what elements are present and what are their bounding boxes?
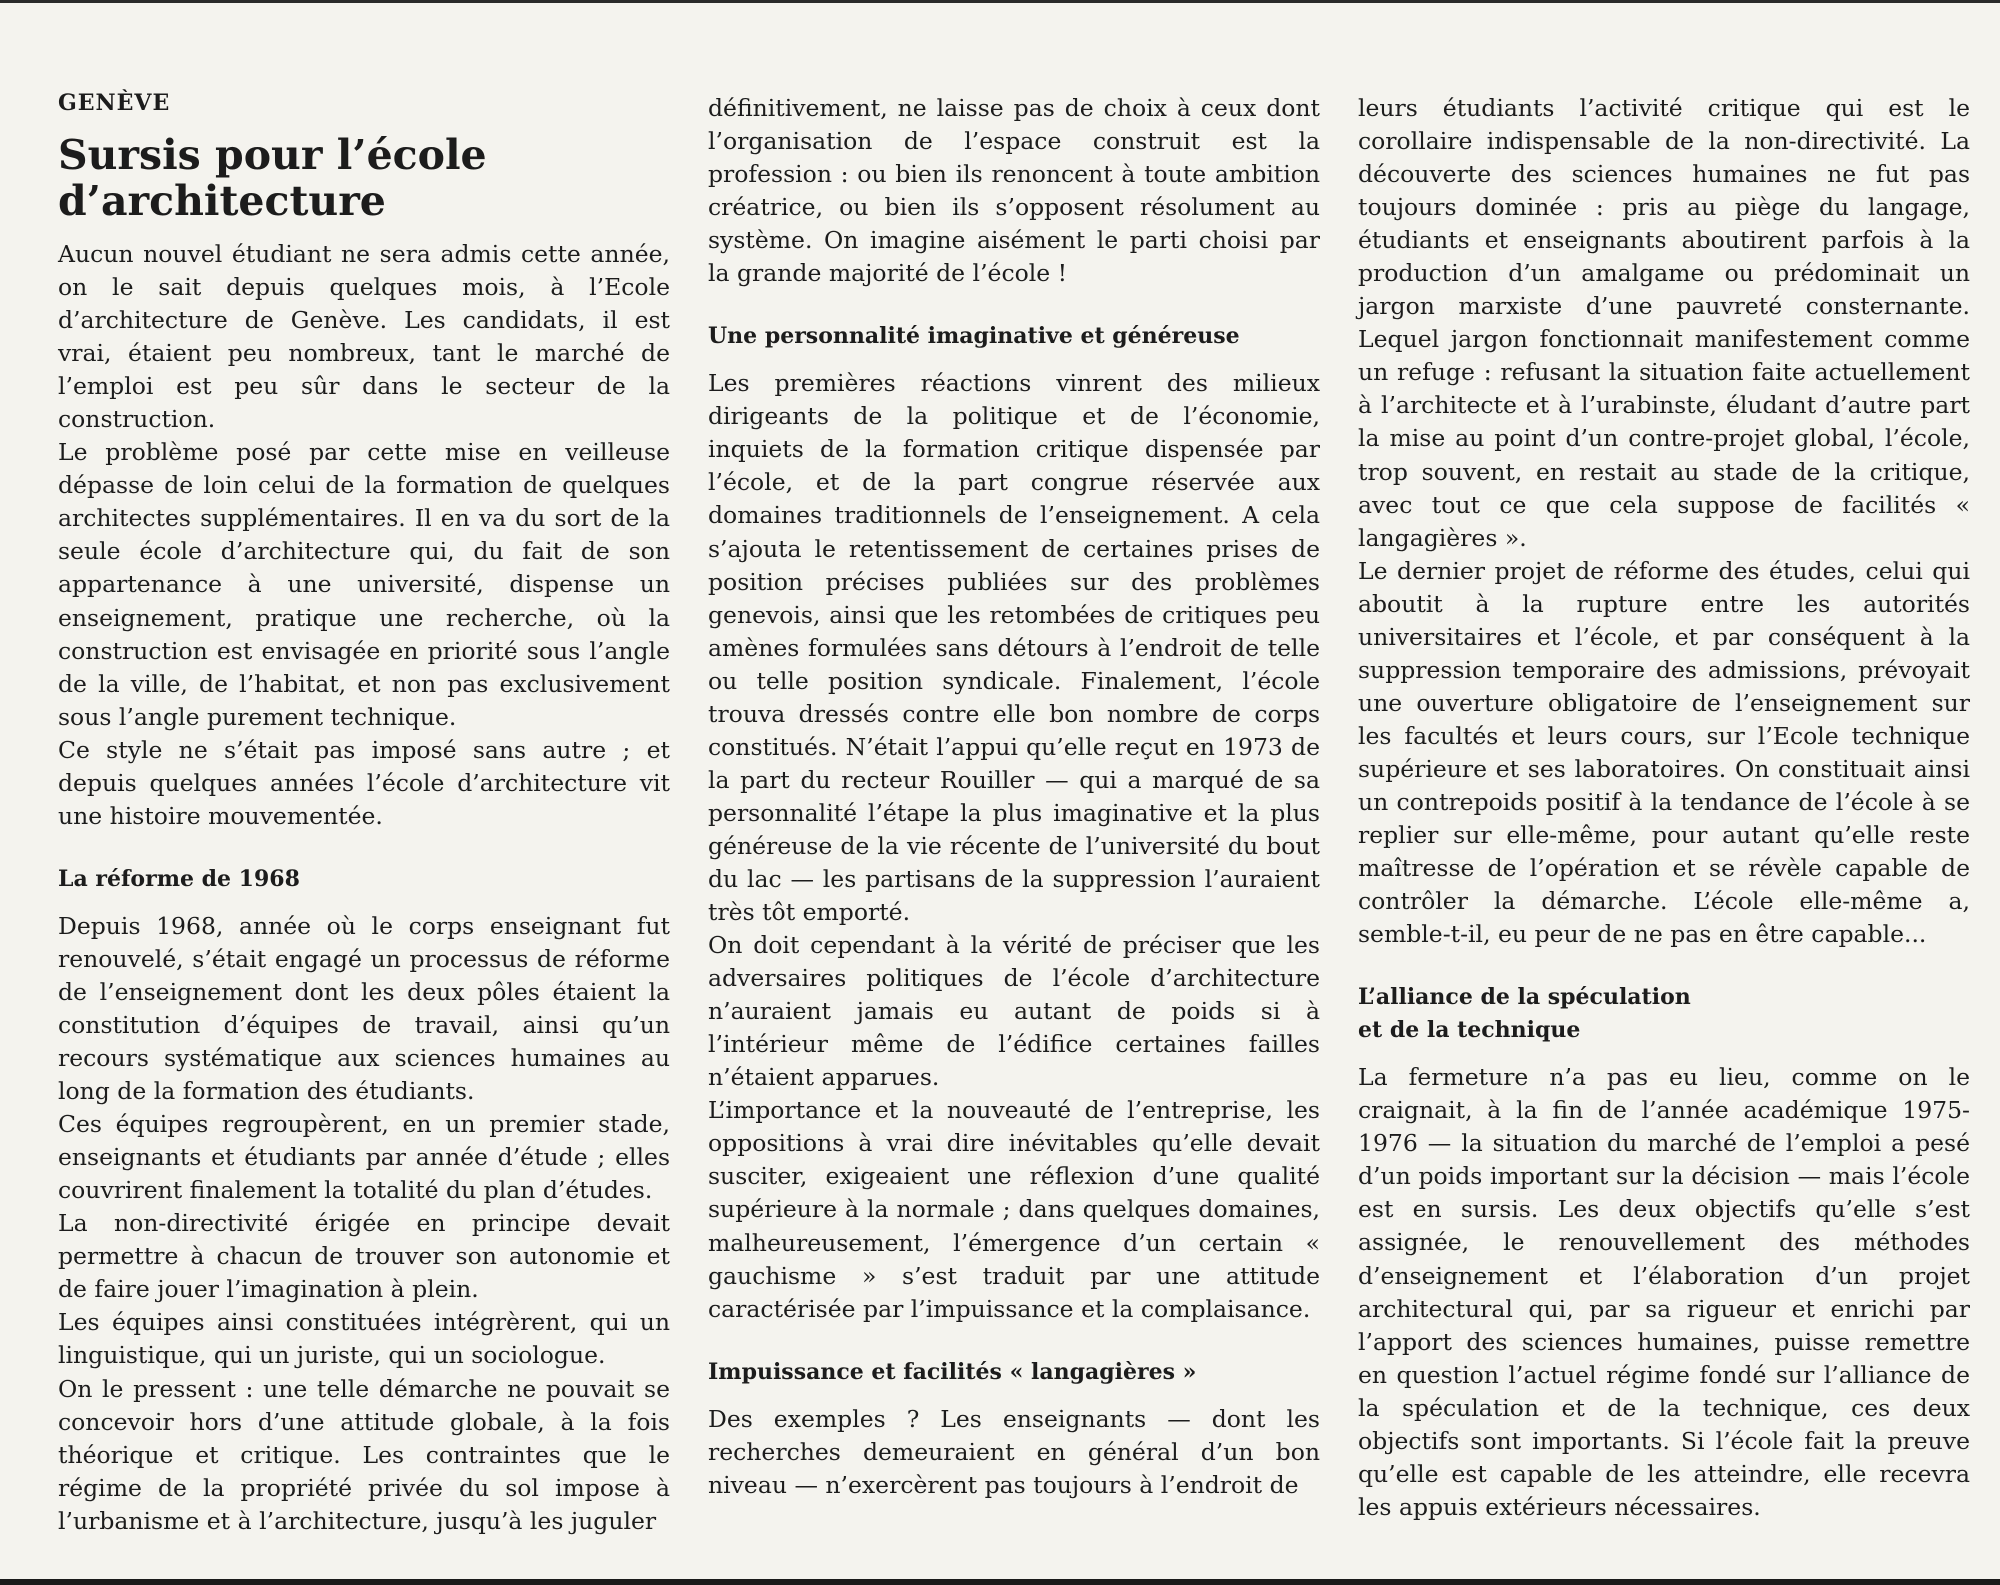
subheading-line-1: L’alliance de la spéculation <box>1358 984 1691 1011</box>
column-3 <box>1358 92 1970 1524</box>
column-2 <box>708 92 1320 1502</box>
paragraph: Ce style ne s’était pas imposé sans autre ; et depuis quelques années l’école d’architecture vit une histoire mouvementée. <box>58 735 670 830</box>
subheading: Impuissance et facilités « langagières » <box>708 1358 1197 1385</box>
paragraph: On le pressent : une telle démarche ne pouvait se concevoir hors d’une attitude globale, à la fois théorique et critique. Les contraintes que le régime de la propriété privée du sol impose à l’urbanisme et à l’architecture, jusqu’à les juguler <box>58 1374 670 1535</box>
paragraph: Depuis 1968, année où le corps enseignant fut renouvelé, s’était engagé un processus de réforme de l’enseignement dont les deux pôles étaient la constitution d’équipes de travail, ainsi qu’un recours systématique aux sciences humaines au long de la formation des étudiants. <box>58 911 670 1106</box>
paragraph: leurs étudiants l’activité critique qui est le corollaire indispensable de la non-directivité. La découverte des sciences humaines ne fut pas toujours dominée : pris au piège du langage, étudiants et enseignants aboutirent parfois à la production d’un amalgame ou prédominait un jargon marxiste d’une pauvreté consternante. Lequel jargon fonctionnait manifestement comme un refuge : refusant la situation faite actuellement à l’architecte et à l’urabinste, éludant d’autre part la mise au point d’un contre-projet global, l’école, trop souvent, en restait au stade de la critique, avec tout ce que cela suppose de facilités « langagières ». <box>1358 94 1970 552</box>
paragraph: Le dernier projet de réforme des études, celui qui aboutit à la rupture entre les autorités universitaires et l’école, et par conséquent à la suppression temporaire des admissions, prévoyait une ouverture obligatoire de l’enseignement sur les facultés et leurs cours, sur l’Ecole technique supérieure et ses laboratoires. On constituait ainsi un contrepoids positif à la tendance de l’école à se replier sur elle-même, pour autant qu’elle reste maîtresse de l’opération et se révèle capable de contrôler la démarche. L’école elle-même a, semble-t-il, eu peur de ne pas en être capable... <box>1358 556 1970 949</box>
paragraph: L’importance et la nouveauté de l’entreprise, les oppositions à vrai dire inévitables qu’elle devait susciter, exigeaient une réflexion d’une qualité supérieure à la normale ; dans quelques domaines, malheureusement, l’émergence d’un certain « gauchisme » s’est traduit par une attitude caractérisée par l’impuissance et la complaisance. <box>708 1096 1320 1323</box>
subheading: Une personnalité imaginative et généreuse <box>708 323 1240 350</box>
paragraph: Ces équipes regroupèrent, en un premier stade, enseignants et étudiants par année d’étude ; elles couvrirent finalement la totalité du plan d’études. <box>58 1110 670 1205</box>
subheading-line-2: et de la technique <box>1358 1017 1581 1044</box>
column-1 <box>58 88 670 1538</box>
bottom-rule <box>0 1579 2000 1585</box>
top-rule <box>0 0 2000 3</box>
article-title: Sursis pour l’école d’architecture <box>58 131 487 225</box>
paragraph: Le problème posé par cette mise en veilleuse dépasse de loin celui de la formation de quelques architectes supplémentaires. Il en va du sort de la seule école d’architecture qui, du fait de son appartenance à une université, dispense un enseignement, pratique une recherche, où la construction est envisagée en priorité sous l’angle de la ville, de l’habitat, et non pas exclusivement sous l’angle purement technique. <box>58 438 670 731</box>
subheading <box>1358 981 1970 1047</box>
paragraph: définitivement, ne laisse pas de choix à ceux dont l’organisation de l’espace construit est la profession : ou bien ils renoncent à toute ambition créatrice, ou bien ils s’opposent résolument au système. On imagine aisément le parti choisi par la grande majorité de l’école ! <box>708 94 1320 288</box>
paragraph: La fermeture n’a pas eu lieu, comme on le craignait, à la fin de l’année académique 1975-1976 — la situation du marché de l’emploi a pesé d’un poids important sur la décision — mais l’école est en sursis. Les deux objectifs qu’elle s’est assignée, le renouvellement des méthodes d’enseignement et l’élaboration d’un projet architectural qui, par sa rigueur et enrichi par l’apport des sciences humaines, puisse remettre en question l’actuel régime fondé sur l’alliance de la spéculation et de la technique, ces deux objectifs sont importants. Si l’école fait la preuve qu’elle est capable de les atteindre, elle recevra les appuis extérieurs nécessaires. <box>1358 1063 1970 1521</box>
paragraph: Les équipes ainsi constituées intégrèrent, qui un linguistique, qui un juriste, qui un sociologue. <box>58 1308 670 1370</box>
paragraph: Aucun nouvel étudiant ne sera admis cette année, on le sait depuis quelques mois, à l’Ecole d’architecture de Genève. Les candidats, il est vrai, étaient peu nombreux, tant le marché de l’emploi est peu sûr dans le secteur de la construction. <box>58 240 670 434</box>
paragraph: Des exemples ? Les enseignants — dont les recherches demeuraient en général d’un bon niveau — n’exercèrent pas toujours à l’endroit de <box>708 1404 1320 1499</box>
subheading: La réforme de 1968 <box>58 865 300 892</box>
paragraph: On doit cependant à la vérité de préciser que les adversaires politiques de l’école d’architecture n’auraient jamais eu autant de poids si à l’intérieur même de l’édifice certaines failles n’étaient apparues. <box>708 931 1320 1092</box>
paragraph: Les premières réactions vinrent des milieux dirigeants de la politique et de l’économie, inquiets de la formation critique dispensée par l’école, et de la part congrue réservée aux domaines traditionnels de l’enseignement. A cela s’ajouta le retentissement de certaines prises de position précises publiées sur des problèmes genevois, ainsi que les retombées de critiques peu amènes formulées sans détours à l’endroit de telle ou telle position syndicale. Finalement, l’école trouva dressés contre elle bon nombre de corps constitués. N’était l’appui qu’elle reçut en 1973 de la part du recteur Rouiller — qui a marqué de sa personnalité l’étape la plus imaginative et la plus généreuse de la vie récente de l’université du bout du lac — les partisans de la suppression l’auraient très tôt emporté. <box>708 369 1320 927</box>
paragraph: La non-directivité érigée en principe devait permettre à chacun de trouver son autonomie et de faire jouer l’imagination à plein. <box>58 1209 670 1304</box>
kicker: GENÈVE <box>58 90 171 116</box>
